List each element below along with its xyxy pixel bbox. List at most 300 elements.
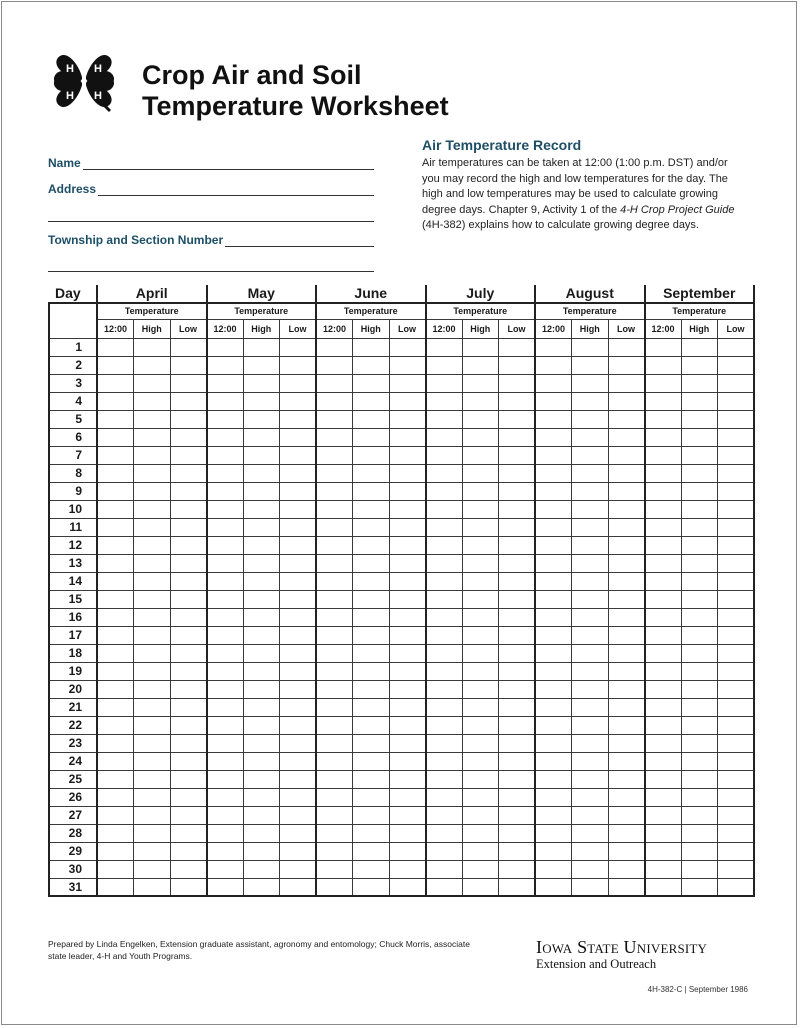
temperature-entry-cell[interactable] xyxy=(134,734,171,752)
temperature-entry-cell[interactable] xyxy=(97,734,134,752)
temperature-entry-cell[interactable] xyxy=(280,464,317,482)
temperature-entry-cell[interactable] xyxy=(316,734,353,752)
temperature-entry-cell[interactable] xyxy=(134,770,171,788)
temperature-entry-cell[interactable] xyxy=(572,428,609,446)
temperature-entry-cell[interactable] xyxy=(535,842,572,860)
temperature-entry-cell[interactable] xyxy=(316,446,353,464)
temperature-entry-cell[interactable] xyxy=(718,644,755,662)
temperature-entry-cell[interactable] xyxy=(499,446,536,464)
temperature-entry-cell[interactable] xyxy=(97,392,134,410)
temperature-entry-cell[interactable] xyxy=(462,500,499,518)
temperature-entry-cell[interactable] xyxy=(608,842,645,860)
temperature-entry-cell[interactable] xyxy=(280,770,317,788)
temperature-entry-cell[interactable] xyxy=(681,842,718,860)
temperature-entry-cell[interactable] xyxy=(353,842,390,860)
temperature-entry-cell[interactable] xyxy=(353,824,390,842)
temperature-entry-cell[interactable] xyxy=(353,374,390,392)
temperature-entry-cell[interactable] xyxy=(316,626,353,644)
temperature-entry-cell[interactable] xyxy=(280,500,317,518)
temperature-entry-cell[interactable] xyxy=(645,878,682,896)
temperature-entry-cell[interactable] xyxy=(353,464,390,482)
temperature-entry-cell[interactable] xyxy=(316,392,353,410)
temperature-entry-cell[interactable] xyxy=(353,752,390,770)
temperature-entry-cell[interactable] xyxy=(426,698,463,716)
temperature-entry-cell[interactable] xyxy=(426,428,463,446)
temperature-entry-cell[interactable] xyxy=(681,338,718,356)
temperature-entry-cell[interactable] xyxy=(535,770,572,788)
temperature-entry-cell[interactable] xyxy=(426,716,463,734)
temperature-entry-cell[interactable] xyxy=(718,608,755,626)
temperature-entry-cell[interactable] xyxy=(280,626,317,644)
temperature-entry-cell[interactable] xyxy=(426,554,463,572)
temperature-entry-cell[interactable] xyxy=(608,392,645,410)
temperature-entry-cell[interactable] xyxy=(170,734,207,752)
temperature-entry-cell[interactable] xyxy=(170,500,207,518)
temperature-entry-cell[interactable] xyxy=(462,374,499,392)
temperature-entry-cell[interactable] xyxy=(389,716,426,734)
temperature-entry-cell[interactable] xyxy=(170,698,207,716)
temperature-entry-cell[interactable] xyxy=(353,536,390,554)
temperature-entry-cell[interactable] xyxy=(681,392,718,410)
temperature-entry-cell[interactable] xyxy=(207,482,244,500)
temperature-entry-cell[interactable] xyxy=(572,464,609,482)
temperature-entry-cell[interactable] xyxy=(718,734,755,752)
temperature-entry-cell[interactable] xyxy=(608,824,645,842)
temperature-entry-cell[interactable] xyxy=(462,554,499,572)
temperature-entry-cell[interactable] xyxy=(718,842,755,860)
temperature-entry-cell[interactable] xyxy=(170,518,207,536)
temperature-entry-cell[interactable] xyxy=(426,590,463,608)
temperature-entry-cell[interactable] xyxy=(462,842,499,860)
temperature-entry-cell[interactable] xyxy=(681,716,718,734)
temperature-entry-cell[interactable] xyxy=(499,518,536,536)
temperature-entry-cell[interactable] xyxy=(97,338,134,356)
temperature-entry-cell[interactable] xyxy=(535,392,572,410)
temperature-entry-cell[interactable] xyxy=(645,482,682,500)
temperature-entry-cell[interactable] xyxy=(572,878,609,896)
temperature-entry-cell[interactable] xyxy=(572,716,609,734)
temperature-entry-cell[interactable] xyxy=(645,788,682,806)
temperature-entry-cell[interactable] xyxy=(426,410,463,428)
temperature-entry-cell[interactable] xyxy=(389,788,426,806)
temperature-entry-cell[interactable] xyxy=(243,698,280,716)
temperature-entry-cell[interactable] xyxy=(499,410,536,428)
temperature-entry-cell[interactable] xyxy=(316,752,353,770)
temperature-entry-cell[interactable] xyxy=(97,410,134,428)
temperature-entry-cell[interactable] xyxy=(608,788,645,806)
temperature-entry-cell[interactable] xyxy=(170,770,207,788)
temperature-entry-cell[interactable] xyxy=(207,392,244,410)
temperature-entry-cell[interactable] xyxy=(353,338,390,356)
temperature-entry-cell[interactable] xyxy=(353,518,390,536)
temperature-entry-cell[interactable] xyxy=(316,878,353,896)
temperature-entry-cell[interactable] xyxy=(389,698,426,716)
temperature-entry-cell[interactable] xyxy=(608,500,645,518)
temperature-entry-cell[interactable] xyxy=(462,608,499,626)
temperature-entry-cell[interactable] xyxy=(499,392,536,410)
temperature-entry-cell[interactable] xyxy=(681,752,718,770)
temperature-entry-cell[interactable] xyxy=(426,644,463,662)
temperature-entry-cell[interactable] xyxy=(608,644,645,662)
temperature-entry-cell[interactable] xyxy=(535,680,572,698)
temperature-entry-cell[interactable] xyxy=(499,374,536,392)
temperature-entry-cell[interactable] xyxy=(280,608,317,626)
temperature-entry-cell[interactable] xyxy=(134,716,171,734)
temperature-entry-cell[interactable] xyxy=(170,662,207,680)
temperature-entry-cell[interactable] xyxy=(426,680,463,698)
temperature-entry-cell[interactable] xyxy=(608,356,645,374)
temperature-entry-cell[interactable] xyxy=(207,626,244,644)
temperature-entry-cell[interactable] xyxy=(207,356,244,374)
temperature-entry-cell[interactable] xyxy=(170,842,207,860)
temperature-entry-cell[interactable] xyxy=(353,446,390,464)
temperature-entry-cell[interactable] xyxy=(645,734,682,752)
temperature-entry-cell[interactable] xyxy=(389,392,426,410)
temperature-entry-cell[interactable] xyxy=(207,878,244,896)
temperature-entry-cell[interactable] xyxy=(389,482,426,500)
temperature-entry-cell[interactable] xyxy=(389,464,426,482)
temperature-entry-cell[interactable] xyxy=(718,752,755,770)
temperature-entry-cell[interactable] xyxy=(97,374,134,392)
temperature-entry-cell[interactable] xyxy=(572,842,609,860)
temperature-entry-cell[interactable] xyxy=(353,860,390,878)
temperature-entry-cell[interactable] xyxy=(316,428,353,446)
temperature-entry-cell[interactable] xyxy=(97,590,134,608)
temperature-entry-cell[interactable] xyxy=(207,410,244,428)
temperature-entry-cell[interactable] xyxy=(170,428,207,446)
temperature-entry-cell[interactable] xyxy=(97,608,134,626)
temperature-entry-cell[interactable] xyxy=(170,824,207,842)
temperature-entry-cell[interactable] xyxy=(243,356,280,374)
temperature-entry-cell[interactable] xyxy=(170,446,207,464)
temperature-entry-cell[interactable] xyxy=(535,482,572,500)
township-field[interactable] xyxy=(48,231,374,247)
temperature-entry-cell[interactable] xyxy=(134,410,171,428)
temperature-entry-cell[interactable] xyxy=(608,770,645,788)
temperature-entry-cell[interactable] xyxy=(718,536,755,554)
temperature-entry-cell[interactable] xyxy=(134,356,171,374)
temperature-entry-cell[interactable] xyxy=(97,536,134,554)
temperature-entry-cell[interactable] xyxy=(280,824,317,842)
temperature-entry-cell[interactable] xyxy=(608,752,645,770)
temperature-entry-cell[interactable] xyxy=(389,878,426,896)
temperature-entry-cell[interactable] xyxy=(170,536,207,554)
temperature-entry-cell[interactable] xyxy=(462,806,499,824)
temperature-entry-cell[interactable] xyxy=(97,644,134,662)
temperature-entry-cell[interactable] xyxy=(462,734,499,752)
address-line-2[interactable] xyxy=(48,209,374,222)
temperature-entry-cell[interactable] xyxy=(572,860,609,878)
temperature-entry-cell[interactable] xyxy=(462,644,499,662)
temperature-entry-cell[interactable] xyxy=(462,482,499,500)
temperature-entry-cell[interactable] xyxy=(389,338,426,356)
temperature-entry-cell[interactable] xyxy=(718,878,755,896)
address-field-line-2[interactable] xyxy=(48,206,374,222)
temperature-entry-cell[interactable] xyxy=(97,752,134,770)
temperature-entry-cell[interactable] xyxy=(134,608,171,626)
temperature-entry-cell[interactable] xyxy=(170,878,207,896)
temperature-entry-cell[interactable] xyxy=(718,680,755,698)
temperature-entry-cell[interactable] xyxy=(645,752,682,770)
temperature-entry-cell[interactable] xyxy=(97,824,134,842)
temperature-entry-cell[interactable] xyxy=(389,734,426,752)
temperature-entry-cell[interactable] xyxy=(280,644,317,662)
temperature-entry-cell[interactable] xyxy=(426,878,463,896)
temperature-entry-cell[interactable] xyxy=(426,572,463,590)
temperature-entry-cell[interactable] xyxy=(207,680,244,698)
temperature-entry-cell[interactable] xyxy=(645,608,682,626)
temperature-entry-cell[interactable] xyxy=(426,806,463,824)
temperature-entry-cell[interactable] xyxy=(353,770,390,788)
temperature-entry-cell[interactable] xyxy=(572,410,609,428)
temperature-entry-cell[interactable] xyxy=(535,806,572,824)
temperature-entry-cell[interactable] xyxy=(681,446,718,464)
temperature-entry-cell[interactable] xyxy=(134,428,171,446)
temperature-entry-cell[interactable] xyxy=(608,572,645,590)
temperature-entry-cell[interactable] xyxy=(572,374,609,392)
temperature-entry-cell[interactable] xyxy=(316,500,353,518)
temperature-entry-cell[interactable] xyxy=(134,446,171,464)
temperature-entry-cell[interactable] xyxy=(207,338,244,356)
temperature-entry-cell[interactable] xyxy=(718,554,755,572)
temperature-entry-cell[interactable] xyxy=(681,878,718,896)
temperature-entry-cell[interactable] xyxy=(97,788,134,806)
temperature-entry-cell[interactable] xyxy=(535,464,572,482)
temperature-entry-cell[interactable] xyxy=(499,788,536,806)
temperature-entry-cell[interactable] xyxy=(207,572,244,590)
temperature-entry-cell[interactable] xyxy=(134,698,171,716)
temperature-entry-cell[interactable] xyxy=(718,446,755,464)
temperature-entry-cell[interactable] xyxy=(499,554,536,572)
temperature-entry-cell[interactable] xyxy=(572,644,609,662)
temperature-entry-cell[interactable] xyxy=(499,338,536,356)
temperature-entry-cell[interactable] xyxy=(535,338,572,356)
temperature-entry-cell[interactable] xyxy=(207,644,244,662)
temperature-entry-cell[interactable] xyxy=(608,878,645,896)
temperature-entry-cell[interactable] xyxy=(243,482,280,500)
temperature-entry-cell[interactable] xyxy=(170,608,207,626)
temperature-entry-cell[interactable] xyxy=(681,572,718,590)
temperature-entry-cell[interactable] xyxy=(280,662,317,680)
temperature-entry-cell[interactable] xyxy=(462,752,499,770)
temperature-entry-cell[interactable] xyxy=(645,842,682,860)
temperature-entry-cell[interactable] xyxy=(718,356,755,374)
temperature-entry-cell[interactable] xyxy=(426,500,463,518)
temperature-entry-cell[interactable] xyxy=(243,788,280,806)
temperature-entry-cell[interactable] xyxy=(426,860,463,878)
temperature-entry-cell[interactable] xyxy=(243,806,280,824)
temperature-entry-cell[interactable] xyxy=(280,482,317,500)
temperature-entry-cell[interactable] xyxy=(645,518,682,536)
temperature-entry-cell[interactable] xyxy=(718,806,755,824)
temperature-entry-cell[interactable] xyxy=(280,392,317,410)
temperature-entry-cell[interactable] xyxy=(645,464,682,482)
temperature-entry-cell[interactable] xyxy=(681,374,718,392)
temperature-entry-cell[interactable] xyxy=(353,662,390,680)
temperature-entry-cell[interactable] xyxy=(499,860,536,878)
temperature-entry-cell[interactable] xyxy=(499,824,536,842)
temperature-entry-cell[interactable] xyxy=(243,446,280,464)
temperature-entry-cell[interactable] xyxy=(608,590,645,608)
temperature-entry-cell[interactable] xyxy=(170,716,207,734)
temperature-entry-cell[interactable] xyxy=(645,716,682,734)
temperature-entry-cell[interactable] xyxy=(462,338,499,356)
temperature-entry-cell[interactable] xyxy=(389,572,426,590)
temperature-entry-cell[interactable] xyxy=(426,608,463,626)
temperature-entry-cell[interactable] xyxy=(645,824,682,842)
temperature-entry-cell[interactable] xyxy=(316,680,353,698)
temperature-entry-cell[interactable] xyxy=(572,788,609,806)
temperature-entry-cell[interactable] xyxy=(608,626,645,644)
temperature-entry-cell[interactable] xyxy=(572,356,609,374)
temperature-entry-cell[interactable] xyxy=(280,878,317,896)
temperature-entry-cell[interactable] xyxy=(280,806,317,824)
temperature-entry-cell[interactable] xyxy=(316,554,353,572)
temperature-entry-cell[interactable] xyxy=(572,734,609,752)
temperature-entry-cell[interactable] xyxy=(280,554,317,572)
temperature-entry-cell[interactable] xyxy=(97,842,134,860)
temperature-entry-cell[interactable] xyxy=(426,626,463,644)
temperature-entry-cell[interactable] xyxy=(353,554,390,572)
temperature-entry-cell[interactable] xyxy=(170,482,207,500)
temperature-entry-cell[interactable] xyxy=(535,374,572,392)
address-field[interactable] xyxy=(48,180,374,196)
temperature-entry-cell[interactable] xyxy=(389,806,426,824)
temperature-entry-cell[interactable] xyxy=(207,500,244,518)
temperature-entry-cell[interactable] xyxy=(353,590,390,608)
temperature-entry-cell[interactable] xyxy=(462,770,499,788)
temperature-entry-cell[interactable] xyxy=(243,860,280,878)
temperature-entry-cell[interactable] xyxy=(608,860,645,878)
temperature-entry-cell[interactable] xyxy=(608,662,645,680)
temperature-entry-cell[interactable] xyxy=(535,608,572,626)
temperature-entry-cell[interactable] xyxy=(353,644,390,662)
temperature-entry-cell[interactable] xyxy=(499,482,536,500)
temperature-entry-cell[interactable] xyxy=(462,716,499,734)
temperature-entry-cell[interactable] xyxy=(645,770,682,788)
temperature-entry-cell[interactable] xyxy=(426,356,463,374)
temperature-entry-cell[interactable] xyxy=(97,626,134,644)
temperature-entry-cell[interactable] xyxy=(170,356,207,374)
temperature-entry-cell[interactable] xyxy=(243,842,280,860)
temperature-entry-cell[interactable] xyxy=(608,536,645,554)
temperature-entry-cell[interactable] xyxy=(535,500,572,518)
temperature-entry-cell[interactable] xyxy=(499,716,536,734)
temperature-entry-cell[interactable] xyxy=(681,626,718,644)
temperature-entry-cell[interactable] xyxy=(134,860,171,878)
temperature-entry-cell[interactable] xyxy=(645,860,682,878)
temperature-entry-cell[interactable] xyxy=(499,734,536,752)
temperature-entry-cell[interactable] xyxy=(462,392,499,410)
temperature-entry-cell[interactable] xyxy=(681,590,718,608)
temperature-entry-cell[interactable] xyxy=(681,500,718,518)
temperature-entry-cell[interactable] xyxy=(572,770,609,788)
temperature-entry-cell[interactable] xyxy=(681,554,718,572)
temperature-entry-cell[interactable] xyxy=(170,572,207,590)
temperature-entry-cell[interactable] xyxy=(645,536,682,554)
temperature-entry-cell[interactable] xyxy=(462,626,499,644)
temperature-entry-cell[interactable] xyxy=(134,644,171,662)
temperature-entry-cell[interactable] xyxy=(134,536,171,554)
temperature-entry-cell[interactable] xyxy=(97,446,134,464)
temperature-entry-cell[interactable] xyxy=(316,410,353,428)
temperature-entry-cell[interactable] xyxy=(718,410,755,428)
temperature-entry-cell[interactable] xyxy=(608,338,645,356)
temperature-entry-cell[interactable] xyxy=(681,770,718,788)
temperature-entry-cell[interactable] xyxy=(572,806,609,824)
temperature-entry-cell[interactable] xyxy=(681,482,718,500)
temperature-entry-cell[interactable] xyxy=(280,680,317,698)
temperature-entry-cell[interactable] xyxy=(316,338,353,356)
temperature-entry-cell[interactable] xyxy=(207,428,244,446)
temperature-entry-cell[interactable] xyxy=(243,770,280,788)
temperature-entry-cell[interactable] xyxy=(389,554,426,572)
temperature-entry-cell[interactable] xyxy=(499,752,536,770)
temperature-entry-cell[interactable] xyxy=(134,392,171,410)
temperature-entry-cell[interactable] xyxy=(645,644,682,662)
temperature-entry-cell[interactable] xyxy=(243,554,280,572)
temperature-entry-cell[interactable] xyxy=(170,464,207,482)
temperature-entry-cell[interactable] xyxy=(718,716,755,734)
temperature-entry-cell[interactable] xyxy=(681,608,718,626)
temperature-entry-cell[interactable] xyxy=(499,698,536,716)
temperature-entry-cell[interactable] xyxy=(97,428,134,446)
temperature-entry-cell[interactable] xyxy=(426,374,463,392)
temperature-entry-cell[interactable] xyxy=(207,698,244,716)
temperature-entry-cell[interactable] xyxy=(718,824,755,842)
temperature-entry-cell[interactable] xyxy=(608,806,645,824)
temperature-entry-cell[interactable] xyxy=(499,662,536,680)
temperature-entry-cell[interactable] xyxy=(316,464,353,482)
temperature-entry-cell[interactable] xyxy=(243,500,280,518)
temperature-entry-cell[interactable] xyxy=(389,770,426,788)
temperature-entry-cell[interactable] xyxy=(207,752,244,770)
temperature-entry-cell[interactable] xyxy=(718,860,755,878)
temperature-entry-cell[interactable] xyxy=(97,464,134,482)
temperature-entry-cell[interactable] xyxy=(681,860,718,878)
temperature-entry-cell[interactable] xyxy=(389,860,426,878)
temperature-entry-cell[interactable] xyxy=(462,662,499,680)
temperature-entry-cell[interactable] xyxy=(572,698,609,716)
temperature-entry-cell[interactable] xyxy=(207,662,244,680)
temperature-entry-cell[interactable] xyxy=(645,428,682,446)
temperature-entry-cell[interactable] xyxy=(243,374,280,392)
temperature-entry-cell[interactable] xyxy=(134,464,171,482)
temperature-entry-cell[interactable] xyxy=(316,806,353,824)
temperature-entry-cell[interactable] xyxy=(316,698,353,716)
temperature-entry-cell[interactable] xyxy=(608,698,645,716)
temperature-entry-cell[interactable] xyxy=(462,356,499,374)
temperature-entry-cell[interactable] xyxy=(681,428,718,446)
temperature-entry-cell[interactable] xyxy=(645,554,682,572)
temperature-entry-cell[interactable] xyxy=(207,554,244,572)
temperature-entry-cell[interactable] xyxy=(535,860,572,878)
temperature-entry-cell[interactable] xyxy=(426,734,463,752)
temperature-entry-cell[interactable] xyxy=(499,590,536,608)
temperature-entry-cell[interactable] xyxy=(243,572,280,590)
temperature-entry-cell[interactable] xyxy=(535,590,572,608)
temperature-entry-cell[interactable] xyxy=(499,536,536,554)
temperature-entry-cell[interactable] xyxy=(681,680,718,698)
temperature-entry-cell[interactable] xyxy=(353,410,390,428)
temperature-entry-cell[interactable] xyxy=(499,842,536,860)
temperature-entry-cell[interactable] xyxy=(389,428,426,446)
temperature-entry-cell[interactable] xyxy=(426,770,463,788)
temperature-entry-cell[interactable] xyxy=(608,554,645,572)
temperature-entry-cell[interactable] xyxy=(353,572,390,590)
temperature-entry-cell[interactable] xyxy=(280,410,317,428)
temperature-entry-cell[interactable] xyxy=(535,698,572,716)
